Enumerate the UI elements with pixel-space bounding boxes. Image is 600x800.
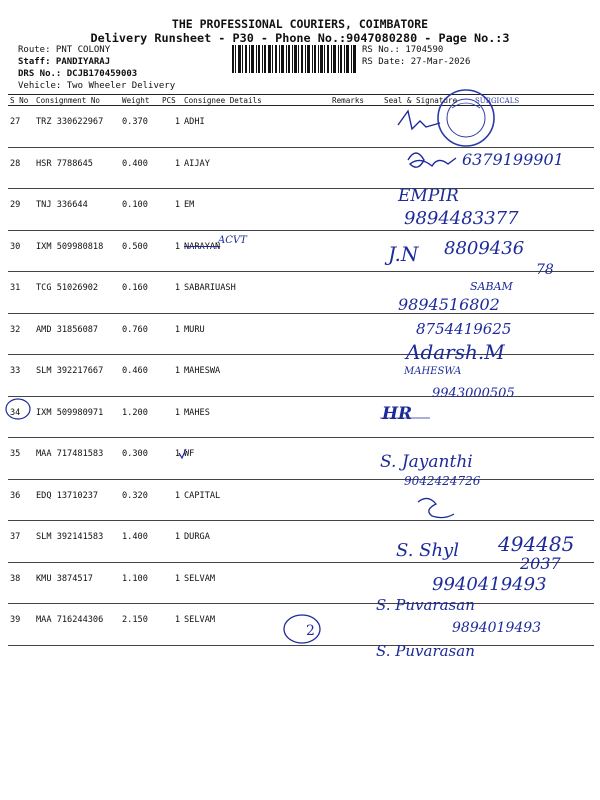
drs-number: DRS No.: DCJB170459003 (18, 69, 138, 79)
row-sno: 28 (8, 147, 34, 189)
row-pcs: 1 (160, 230, 182, 272)
handwriting-row29b: 9894483377 (404, 208, 519, 229)
row-weight: 0.400 (120, 147, 160, 189)
row-consignee: AIJAY (182, 147, 330, 189)
handwriting-row37b: 494485 (498, 532, 575, 556)
row-remarks (330, 438, 366, 480)
row-consignment: KMU 3874517 (34, 562, 120, 604)
handwriting-row39a: 9894019493 (452, 620, 542, 636)
row-sno: 30 (8, 230, 34, 272)
row-remarks (330, 521, 366, 563)
row-weight: 0.320 (120, 479, 160, 521)
row-remarks (330, 396, 366, 438)
row-consignment: SLM 392141583 (34, 521, 120, 563)
row-consignee: SABARIUASH (182, 272, 330, 314)
handwriting-row38b: S. Puvarasan (376, 596, 475, 614)
row-weight: 1.400 (120, 521, 160, 563)
row-consignment: TNJ 336644 (34, 189, 120, 231)
row-remarks (330, 189, 366, 231)
col-header-sno: S No (8, 95, 34, 106)
row-consignment: TRZ 330622967 (34, 106, 120, 148)
rs-date: RS Date: 27-Mar-2026 (362, 57, 471, 67)
row-weight: 0.370 (120, 106, 160, 148)
row-consignee: EM (182, 189, 330, 231)
row-weight: 2.150 (120, 604, 160, 646)
row-remarks (330, 355, 366, 397)
row-remarks (330, 147, 366, 189)
row-pcs: 1 (160, 396, 182, 438)
handwriting-row32b: Adarsh.M (406, 340, 505, 364)
row-consignment: TCG 51026902 (34, 272, 120, 314)
col-header-consignment: Consignment No (34, 95, 120, 106)
rs-number: RS No.: 1704590 (362, 45, 444, 55)
row-pcs: 1 (160, 106, 182, 148)
circled-mark-text: 2 (306, 623, 315, 639)
row-consignment: EDQ 13710237 (34, 479, 120, 521)
handwriting-row33a: MAHESWA (404, 366, 462, 377)
row-sno: 35 (8, 438, 34, 480)
row-pcs: 1 (160, 562, 182, 604)
row-pcs: 1 (160, 438, 182, 480)
handwriting-row28: 6379199901 (462, 150, 564, 169)
handwriting-row37c: 2037 (520, 554, 561, 573)
route-label: Route: PNT COLONY (18, 45, 111, 55)
col-header-consignee: Consignee Details (182, 95, 330, 106)
handwriting-row31b: 9894516802 (398, 295, 500, 314)
row-remarks (330, 562, 366, 604)
handwriting-row30b: 8809436 (444, 238, 525, 259)
row-remarks (330, 479, 366, 521)
row-weight: 0.160 (120, 272, 160, 314)
runsheet-subtitle: Delivery Runsheet - P30 - Phone No.:9047080280 - Page No.:3 (90, 31, 510, 45)
row-consignee: MAHESWA (182, 355, 330, 397)
handwriting-row35b: 9042424726 (404, 474, 481, 488)
row-pcs: 1 (160, 355, 182, 397)
handwriting-row31a: SABAM (470, 280, 513, 293)
col-header-pcs: PCS (160, 95, 182, 106)
row-pcs: 1 (160, 147, 182, 189)
row-sno: 34 (8, 396, 34, 438)
row-consignee: MURU (182, 313, 330, 355)
col-header-seal: Seal & Signature (366, 95, 594, 106)
row-pcs: 1 (160, 272, 182, 314)
table-row (8, 396, 594, 438)
row-sno: 37 (8, 521, 34, 563)
row-pcs: 1 (160, 313, 182, 355)
handwriting-row35a: S. Jayanthi (380, 452, 473, 472)
row-consignee: MAHES (182, 396, 330, 438)
row-pcs: 1 (160, 604, 182, 646)
handwriting-row33b: 9943000505 (432, 386, 515, 401)
row-consignee: ADHI (182, 106, 330, 148)
row-sno: 33 (8, 355, 34, 397)
table-row (8, 479, 594, 521)
row-sno: 32 (8, 313, 34, 355)
company-title: THE PROFESSIONAL COURIERS, COIMBATORE (171, 17, 429, 31)
row-sno: 27 (8, 106, 34, 148)
handwriting-row30c: 78 (536, 262, 554, 278)
vehicle-label: Vehicle: Two Wheeler Delivery (18, 81, 176, 91)
row-consignment: HSR 7788645 (34, 147, 120, 189)
row-consignee: SELVAM (182, 604, 330, 646)
row-sno: 36 (8, 479, 34, 521)
row-remarks (330, 230, 366, 272)
row-pcs: 1 (160, 189, 182, 231)
row-weight: 0.460 (120, 355, 160, 397)
row-sno: 38 (8, 562, 34, 604)
barcode-image (232, 45, 356, 73)
row-signature (366, 106, 594, 148)
row-consignee: WF (182, 438, 330, 480)
table-row (8, 438, 594, 480)
row-weight: 0.760 (120, 313, 160, 355)
col-header-weight: Weight (120, 95, 160, 106)
col-header-remarks: Remarks (332, 95, 365, 105)
row-remarks (330, 604, 366, 646)
table-row (8, 106, 594, 148)
row-weight: 0.100 (120, 189, 160, 231)
row-consignee: SELVAM (182, 562, 330, 604)
row-sno: 29 (8, 189, 34, 231)
handwriting-row39b: S. Puvarasan (376, 642, 475, 660)
row-remarks (330, 106, 366, 148)
row-weight: 0.500 (120, 230, 160, 272)
row-consignment: IXM 509980971 (34, 396, 120, 438)
handwriting-row38a: 9940419493 (432, 574, 547, 595)
row-remarks (330, 313, 366, 355)
handwriting-row34: HR (382, 404, 413, 424)
row-weight: 1.200 (120, 396, 160, 438)
row-pcs: 1 (160, 521, 182, 563)
handwriting-row29a: EMPIR (398, 186, 459, 206)
row-consignment: AMD 31856087 (34, 313, 120, 355)
row-consignment: SLM 392217667 (34, 355, 120, 397)
row-consignee: CAPITAL (182, 479, 330, 521)
row-consignee: NARAYAN (182, 230, 330, 272)
row-consignee: DURGA (182, 521, 330, 563)
stamp-text: SURGICALS (475, 97, 520, 105)
row-consignment: MAA 717481583 (34, 438, 120, 480)
handwriting-row32a: 8754419625 (416, 320, 512, 338)
row-consignment: IXM 509980818 (34, 230, 120, 272)
runsheet-table (8, 94, 594, 646)
handwriting-row37a: S. Shyl (396, 540, 459, 561)
row-weight: 0.300 (120, 438, 160, 480)
row-remarks (330, 272, 366, 314)
handwriting-row30a: J.N (388, 242, 419, 266)
staff-label: Staff: PANDIYARAJ (18, 57, 111, 67)
row-sno: 31 (8, 272, 34, 314)
row-weight: 1.100 (120, 562, 160, 604)
row-sno: 39 (8, 604, 34, 646)
row-pcs: 1 (160, 479, 182, 521)
handwriting-row30-note: ACVT (218, 235, 247, 246)
row-consignment: MAA 716244306 (34, 604, 120, 646)
